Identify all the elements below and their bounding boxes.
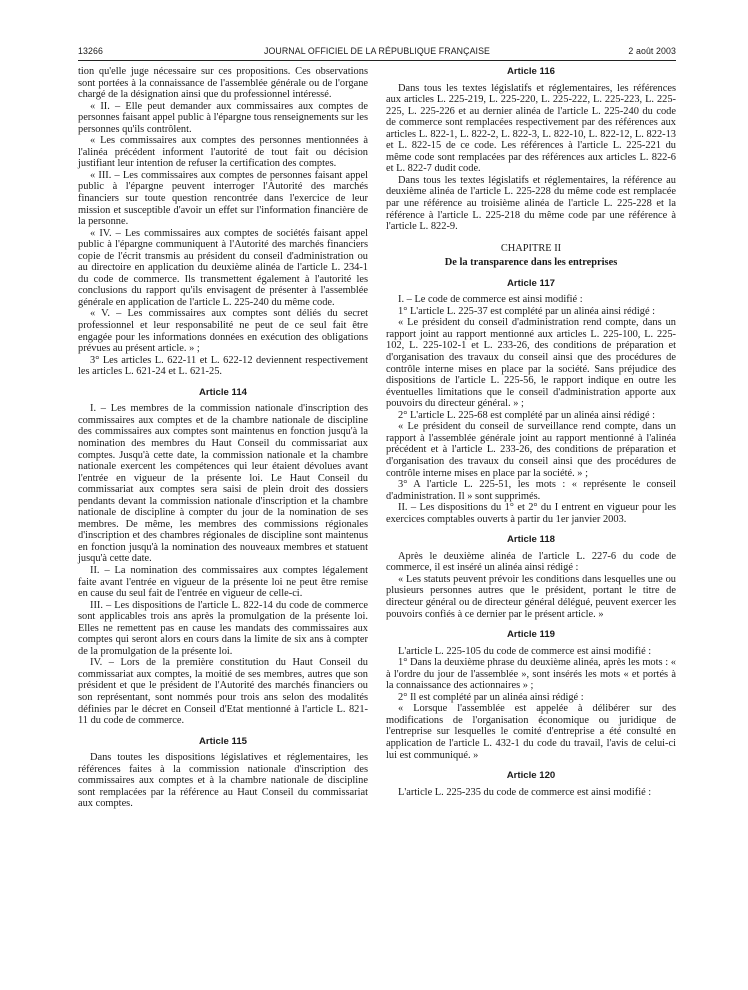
paragraph: « Les statuts peuvent prévoir les conditions dans lesquelles une ou plusieurs personnes autres que le président, portant le titre de directeur général ou de directeur général délégué, peuvent exercer les pouvoirs confiés à ce dernier par le présent article. » (386, 573, 676, 620)
paragraph: 3° Les articles L. 622-11 et L. 622-12 deviennent respectivement les articles L. 621-24 et L. 621-25. (78, 354, 368, 378)
article-heading: Article 119 (506, 629, 555, 641)
paragraph: L'article L. 225-235 du code de commerce est ainsi modifié : (398, 786, 652, 798)
paragraph: I. – Les membres de la commission nationale d'inscription des commissaires aux comptes et de la chambre nationale de discipline des commissaires aux comptes sont maintenus en fonction jusqu'à la nomination des membres du Haut Conseil du commissariat aux comptes. Jusqu'à cette date, la commission nationale et la chambre nationale exercent les compétences qui leur étaient dévolues avant l'entrée en vigueur de la présente loi. Le Haut Conseil du commissariat aux comptes sera saisi de plein droit des dossiers pendants devant la commission nationale d'inscription et la chambre nationale de discipline à compter du jour de la nomination de ses membres. De même, les membres des commissions régionales d'inscription et des chambres régionales de discipline sont maintenus en fonction jusqu'à la nomination des nouveaux membres et statuent jusqu'à cette date. (78, 403, 368, 565)
paragraph: III. – Les dispositions de l'article L. 822-14 du code de commerce sont applicables trois ans après la promulgation de la présente loi. Elles ne remettent pas en cause les mandats des commissaires aux comptes qui seront alors en cours dans la limite de six ans à compter de la promulgation de la présente loi. (78, 599, 368, 657)
paragraph: Dans tous les textes législatifs et réglementaires, la référence au deuxième alinéa de l'article L. 225-228 du même code est remplacée par une référence au troisième alinéa de l'article L. 225-228 et la référence à l'article L. 225-218 du même code par une référence à l'article L. 822-9. (386, 174, 676, 233)
article-heading: Article 116 (506, 66, 555, 77)
paragraph: Dans toutes les dispositions législatives et réglementaires, les références faites à la commission nationale d'inscription des commissaires aux comptes et à la chambre nationale de discipline sont remplacées par la référence au Haut Conseil du commissariat aux comptes. (78, 752, 368, 810)
right-column (386, 66, 676, 798)
paragraph: 2° Il est complété par un alinéa ainsi rédigé : (398, 691, 584, 703)
paragraph: « Le président du conseil d'administration rend compte, dans un rapport joint au rapport mentionné aux articles L. 225-100, L. 225-102, L. 225-102-1 et L. 233-26, des conditions de préparation et d'organisation des travaux du conseil ainsi que des procédures de contrôle interne mises en place par la société. Sans préjudice des dispositions de l'article L. 225-56, le rapport indique en outre les éventuelles limitations que le conseil d'administration apporte aux pouvoirs du directeur général. » ; (386, 317, 676, 410)
paragraph: tion qu'elle juge nécessaire sur ces propositions. Ces observations sont portées à la connaissance de l'assemblée générale ou de l'organe chargé de la désignation ainsi que du professionnel intéressé. (78, 66, 368, 101)
page-number: 13266 (78, 46, 103, 56)
chapter-subtitle: De la transparence dans les entreprises (444, 257, 618, 269)
paragraph: « Les commissaires aux comptes des personnes mentionnées à l'alinéa précédent informent l'autorité de tout fait ou décision justifiant leur intention de refuser la certification des comptes. (78, 135, 368, 170)
paragraph: « V. – Les commissaires aux comptes sont déliés du secret professionnel et leur responsabilité ne peut de ce seul fait être engagée pour les informations données en exécution des obligations prévues au présent article. » ; (78, 308, 368, 355)
paragraph: 1° Dans la deuxième phrase du deuxième alinéa, après les mots : « à l'ordre du jour de l'assemblée », sont insérés les mots « et portés à la connaissance des actionnaires » ; (386, 657, 676, 692)
paragraph: « IV. – Les commissaires aux comptes de sociétés faisant appel public à l'épargne communiquent à l'Autorité des marchés financiers copie de l'écrit transmis au président du conseil d'administration ou au directoire en application du deuxième alinéa de l'article L. 234-1 du code de commerce. Ils transmettent également à l'autorité les conclusions du rapport qu'ils envisagent de présenter à l'assemblée générale en application de l'article L. 225-240 du même code. (78, 227, 368, 308)
paragraph: « II. – Elle peut demander aux commissaires aux comptes de personnes faisant appel public à l'épargne tous renseignements sur les personnes qu'ils contrôlent. (78, 100, 368, 135)
paragraph: « Le président du conseil de surveillance rend compte, dans un rapport à l'assemblée générale joint au rapport mentionné à l'alinéa précédent et à l'article L. 233-26, des conditions de préparation et d'organisation des travaux du conseil ainsi que des procédures de contrôle interne mises en place par la société. » ; (386, 421, 676, 479)
paragraph: Dans tous les textes législatifs et réglementaires, les références aux articles L. 225-219, L. 225-220, L. 225-222, L. 225-223, L. 225-225, L. 225-226 et au dernier alinéa de l'article L. 225-240 du code de commerce sont remplacées respectivement par des références aux articles L. 822-1, L. 822-2, L. 822-3, L. 822-10, L. 822-12, L. 822-13 et L. 822-15 de ce code. Les références à l'article L. 225-221 du même code sont remplacées par des références aux articles L. 822-6 et L. 822-7 dudit code. (386, 82, 676, 175)
paragraph: 3° A l'article L. 225-51, les mots : « représente le conseil d'administration. Il » sont supprimés. (386, 479, 676, 502)
chapter-heading: CHAPITRE II (500, 242, 562, 254)
paragraph: 1° L'article L. 225-37 est complété par un alinéa ainsi rédigé : (398, 305, 656, 317)
paragraph: L'article L. 225-105 du code de commerce est ainsi modifié : (398, 645, 652, 657)
paragraph: « Lorsque l'assemblée est appelée à délibérer sur des modifications de l'organisation économique ou juridique de l'entreprise sur lesquelles le comité d'entreprise a été consulté en application de l'article L. 432-1 du code du travail, l'avis de celui-ci lui est communiqué. » (386, 703, 676, 761)
page-header (78, 44, 676, 61)
article-heading: Article 115 (198, 735, 247, 747)
paragraph: II. – Les dispositions du 1° et 2° du I entrent en vigueur pour les exercices comptables ouverts à partir du 1er janvier 2003. (386, 502, 676, 525)
paragraph: II. – La nomination des commissaires aux comptes légalement faite avant l'entrée en vigueur de la présente loi ne peut être remise en cause du seul fait de l'entrée en vigueur de celle-ci. (78, 564, 368, 600)
paragraph: Après le deuxième alinéa de l'article L. 227-6 du code de commerce, il est inséré un alinéa ainsi rédigé : (386, 550, 676, 574)
article-heading: Article 120 (506, 770, 556, 782)
article-heading: Article 118 (506, 534, 555, 546)
paragraph: IV. – Lors de la première constitution du Haut Conseil du commissariat aux comptes, la moitié de ses membres, autres que son président et que le président de l'Autorité des marchés financiers ou son représentant, sont nommés pour trois ans selon des modalités définies par le décret en Conseil d'Etat mentionné à l'article L. 821-11 du code de commerce. (78, 657, 368, 727)
article-heading: Article 114 (198, 386, 247, 398)
issue-date: 2 août 2003 (628, 46, 676, 56)
article-heading: Article 117 (506, 277, 555, 289)
paragraph: 2° L'article L. 225-68 est complété par un alinéa ainsi rédigé : (398, 409, 656, 421)
paragraph: « III. – Les commissaires aux comptes de personnes faisant appel public à l'épargne peuvent interroger l'Autorité des marchés financiers sur toute question rencontrée dans l'exercice de leur mission et susceptible d'avoir un effet sur l'information financière de la personne. (78, 169, 368, 228)
journal-title: JOURNAL OFFICIEL DE LA RÉPUBLIQUE FRANÇAISE (263, 46, 491, 56)
left-column (78, 66, 368, 810)
paragraph: I. – Le code de commerce est ainsi modifié : (398, 294, 583, 306)
